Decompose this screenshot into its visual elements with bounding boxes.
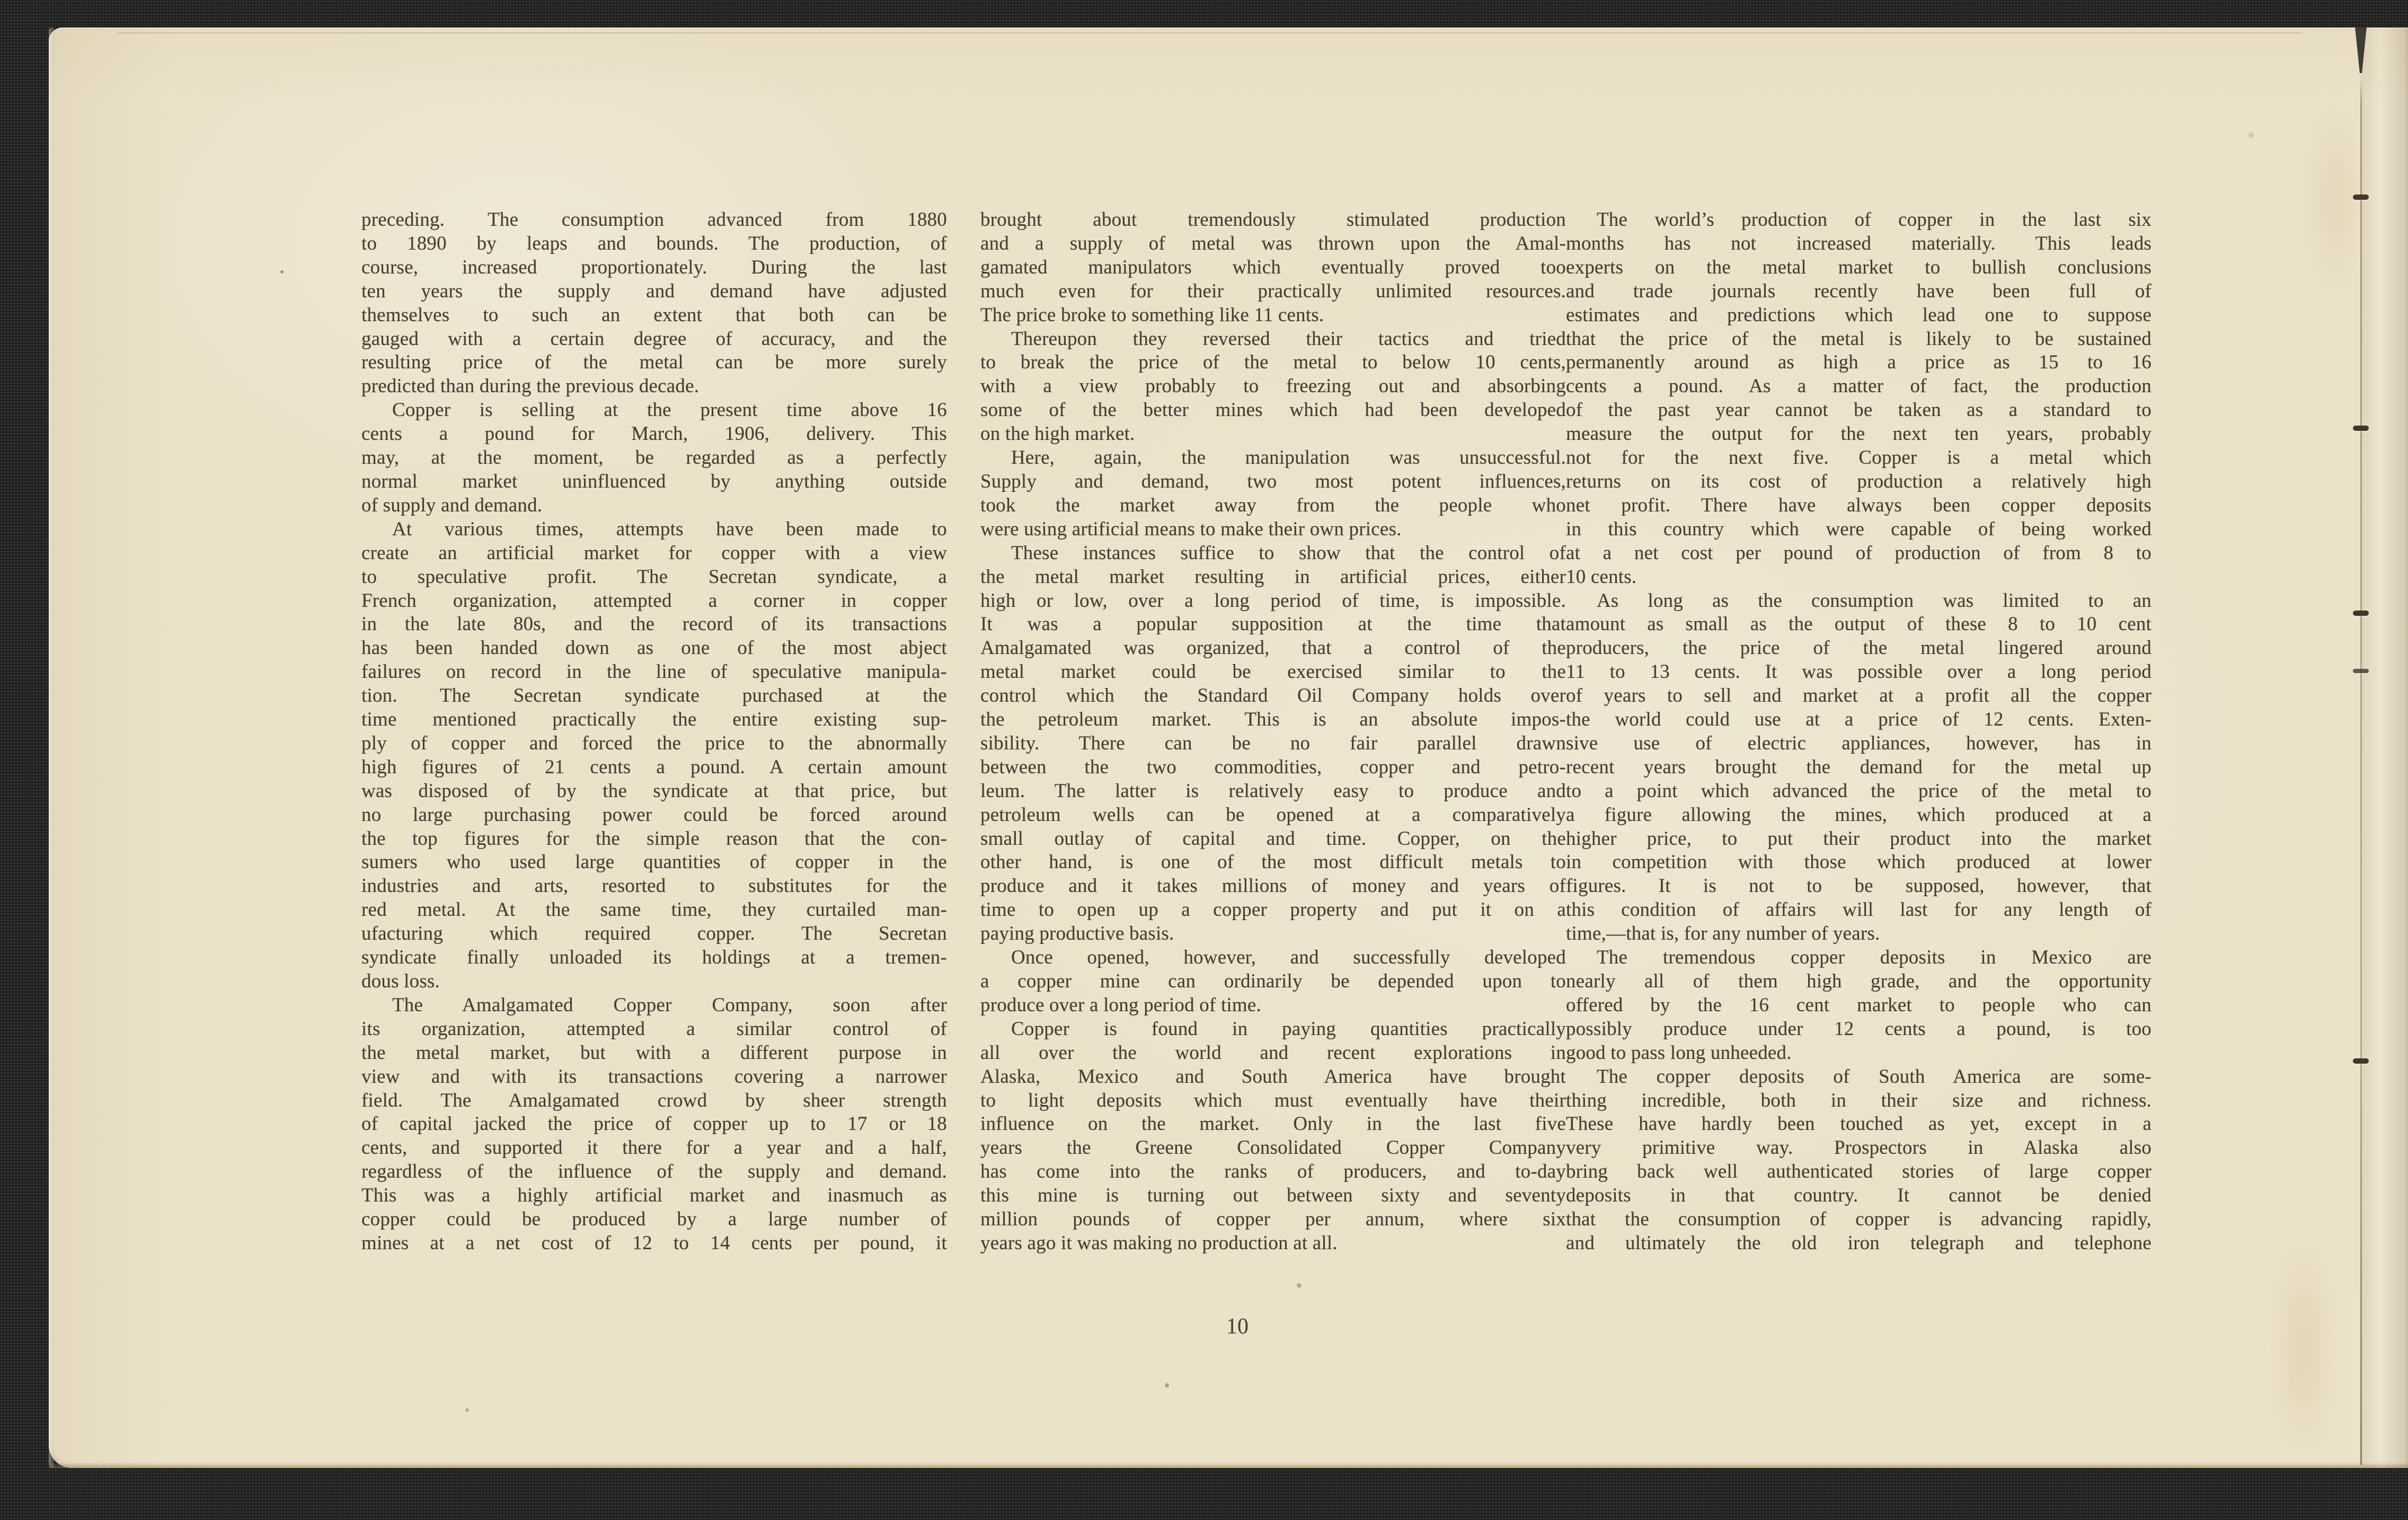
text-line: petroleum wells can be opened at a comparatively (980, 803, 1566, 826)
text-line: a copper mine can ordinarily be depended upon to (980, 970, 1566, 992)
text-line: between the two commodities, copper and petro- (980, 756, 1566, 778)
text-line: experts on the metal market to bullish conclusions (1566, 256, 2152, 278)
text-line: good to pass long unheeded. (1566, 1041, 1792, 1064)
text-line: The Amalgamated Copper Company, soon after (392, 994, 947, 1016)
text-line: has come into the ranks of producers, and to-day (980, 1161, 1566, 1183)
text-line: in this country which were capable of being worked (1566, 518, 2152, 540)
text-line: of years to sell and market at a profit all the copper (1566, 685, 2152, 707)
text-line: failures on record in the line of speculative manipula- (361, 661, 947, 683)
text-line: net profit. There have always been copper deposits (1566, 494, 2152, 516)
text-line: produce over a long period of time. (980, 994, 1261, 1016)
text-line: took the market away from the people who (980, 494, 1566, 516)
text-line: view and with its transactions covering a narrower (361, 1065, 947, 1088)
text-line: and ultimately the old iron telegraph and telephone (1566, 1232, 2152, 1254)
text-line: the world could use at a price of 12 cents. Exten- (1566, 709, 2152, 731)
text-line: ten years the supply and demand have adjusted (361, 280, 947, 302)
text-line: of capital jacked the price of copper up to 17 or 18 (361, 1113, 947, 1135)
text-line: paying productive basis. (980, 923, 1174, 945)
text-column-2 (980, 208, 1566, 1256)
text-line: this mine is turning out between sixty and seventy (980, 1185, 1566, 1207)
text-line: brought about tremendously stimulated production (980, 209, 1566, 231)
paper-speck (465, 1408, 469, 1412)
text-line: influence on the market. Only in the last five (980, 1113, 1566, 1135)
text-line: Once opened, however, and successfully developed (1011, 947, 1566, 969)
text-line: million pounds of copper per annum, where six (980, 1208, 1566, 1231)
text-line: regardless of the influence of the supply and demand. (361, 1161, 947, 1183)
text-line: on the high market. (980, 423, 1135, 445)
text-line: very primitive way. Prospectors in Alaska also (1566, 1137, 2152, 1159)
text-line: no large purchasing power could be forced around (361, 803, 947, 826)
text-line: ufacturing which required copper. The Secretan (361, 923, 947, 945)
text-line: thing incredible, both in their size and richness. (1566, 1089, 2152, 1111)
binding-stitch (2353, 669, 2369, 673)
page-edge-bottom (49, 1463, 2408, 1468)
text-line: 10 cents. (1566, 565, 1637, 588)
text-line: offered by the 16 cent market to people who can (1566, 994, 2152, 1016)
text-line: time,—that is, for any number of years. (1566, 923, 1880, 945)
binding-stitch (2353, 611, 2369, 616)
text-line: and trade journals recently have been full of (1566, 280, 2152, 302)
text-line: predicted than during the previous decade. (361, 375, 700, 397)
text-line: 11 to 13 cents. It was possible over a long period (1566, 661, 2152, 683)
text-line: small outlay of capital and time. Copper, on the (980, 827, 1566, 850)
text-line: sive use of electric appliances, however, has in (1566, 732, 2152, 754)
text-line: high figures of 21 cents a pound. A certain amount (361, 756, 947, 778)
text-line: mines at a net cost of 12 to 14 cents per pound, it (361, 1232, 947, 1254)
text-line: produce and it takes millions of money and years of (980, 875, 1566, 897)
text-line: Here, again, the manipulation was unsuccessful. (1011, 447, 1566, 469)
text-line: Copper is found in paying quantities practically (1011, 1018, 1566, 1040)
text-line: gamated manipulators which eventually proved too (980, 256, 1566, 278)
text-line: that the consumption of copper is advancing rapidly, (1566, 1208, 2152, 1231)
text-line: sumers who used large quantities of copper in the (361, 851, 947, 873)
text-line: metal market could be exercised similar to the (980, 661, 1566, 683)
text-line: this condition of affairs will last for any length of (1566, 899, 2152, 921)
text-line: months has not increased materially. This leads (1566, 232, 2152, 254)
text-line: Alaska, Mexico and South America have brought (980, 1065, 1566, 1088)
text-line: dous loss. (361, 970, 440, 992)
page-edge-top (118, 32, 2302, 33)
text-line: at a net cost per pound of production of from 8 to (1566, 542, 2152, 564)
text-line: Copper is selling at the present time above 16 (392, 399, 947, 421)
page-edge-left (49, 28, 54, 1468)
text-line: copper could be produced by a large number of (361, 1208, 947, 1231)
text-line: that the price of the metal is likely to be sustained (1566, 328, 2152, 350)
paper-speck (2248, 132, 2254, 138)
paper-speck (280, 270, 284, 273)
text-line: producers, the price of the metal lingered around (1566, 637, 2152, 659)
text-line: red metal. At the same time, they curtailed man- (361, 899, 947, 921)
text-line: sibility. There can be no fair parallel drawn (980, 732, 1566, 754)
text-line: preceding. The consumption advanced from 1880 (361, 209, 947, 231)
text-column-1 (361, 208, 947, 1256)
text-line: and a supply of metal was thrown upon the Amal- (980, 232, 1566, 254)
text-line: estimates and predictions which lead one to suppose (1566, 304, 2152, 326)
text-line: the metal market, but with a different purpose in (361, 1041, 947, 1064)
text-line: possibly produce under 12 cents a pound, is too (1566, 1018, 2152, 1040)
binding-stitch (2353, 195, 2369, 200)
text-line: cents, and supported it there for a year and a half, (361, 1137, 947, 1159)
text-line: ply of copper and forced the price to the abnormally (361, 732, 947, 754)
text-line: normal market uninfluenced by anything outside (361, 470, 947, 492)
text-line: time to open up a copper property and put it on a (980, 899, 1566, 921)
text-line: much even for their practically unlimited resources. (980, 280, 1566, 302)
text-line: syndicate finally unloaded its holdings at a tremen- (361, 947, 947, 969)
text-line: industries and arts, resorted to substitutes for the (361, 875, 947, 897)
paper-speck (1165, 1383, 1169, 1388)
text-line: to break the price of the metal to below 10 cents, (980, 351, 1566, 374)
text-line: of the past year cannot be taken as a standard to (1566, 399, 2152, 421)
text-line: recent years brought the demand for the metal up (1566, 756, 2152, 778)
text-line: cents a pound. As a matter of fact, the production (1566, 375, 2152, 397)
text-line: Amalgamated was organized, that a control of the (980, 637, 1566, 659)
text-line: were using artificial means to make their own prices. (980, 518, 1402, 540)
text-line: control which the Standard Oil Company holds over (980, 685, 1566, 707)
text-line: measure the output for the next ten years, probably (1566, 423, 2152, 445)
text-line: The price broke to something like 11 cents. (980, 304, 1324, 326)
text-line: years the Greene Consolidated Copper Company (980, 1137, 1566, 1159)
gutter-shadow (2362, 28, 2408, 1468)
text-line: themselves to such an extent that both can be (361, 304, 947, 326)
text-column-3 (1566, 208, 2152, 1256)
text-line: to light deposits which must eventually have their (980, 1089, 1566, 1111)
text-line: The copper deposits of South America are some- (1597, 1065, 2152, 1088)
text-line: to a point which advanced the price of the metal to (1566, 780, 2152, 802)
text-line: years ago it was making no production at all. (980, 1232, 1338, 1254)
text-line: with a view probably to freezing out and absorbing (980, 375, 1566, 397)
text-line: of supply and demand. (361, 494, 543, 516)
text-line: to 1890 by leaps and bounds. The production, of (361, 232, 947, 254)
page-number: 10 (1226, 1314, 1249, 1339)
text-line: in the late 80s, and the record of its transactions (361, 613, 947, 635)
text-line: has been handed down as one of the most abject (361, 637, 947, 659)
text-line: This was a highly artificial market and inasmuch as (361, 1185, 947, 1207)
text-line: As long as the consumption was limited to an (1597, 589, 2152, 612)
text-line: Supply and demand, two most potent influences, (980, 470, 1566, 492)
text-line: resulting price of the metal can be more surely (361, 351, 947, 374)
text-line: may, at the moment, be regarded as a perfectly (361, 447, 947, 469)
binding-stitch (2353, 1058, 2369, 1064)
text-line: course, increased proportionately. During the last (361, 256, 947, 278)
book-page (49, 28, 2408, 1468)
text-line: These have hardly been touched as yet, except in a (1566, 1113, 2152, 1135)
text-line: The world’s production of copper in the last six (1597, 209, 2152, 231)
text-line: These instances suffice to show that the control of (1011, 542, 1566, 564)
text-line: create an artificial market for copper with a view (361, 542, 947, 564)
text-line: higher price, to put their product into the market (1566, 827, 2152, 850)
text-line: other hand, is one of the most difficult metals to (980, 851, 1566, 873)
text-line: the metal market resulting in artificial prices, either (980, 565, 1566, 588)
text-line: It was a popular supposition at the time that (980, 613, 1566, 635)
text-line: The tremendous copper deposits in Mexico are (1597, 947, 2152, 969)
text-line: returns on its cost of production a relatively high (1566, 470, 2152, 492)
text-line: figures. It is not to be supposed, however, that (1566, 875, 2152, 897)
text-line: tion. The Secretan syndicate purchased at the (361, 685, 947, 707)
text-line: to speculative profit. The Secretan syndicate, a (361, 565, 947, 588)
text-line: was disposed of by the syndicate at that price, but (361, 780, 947, 802)
text-line: Thereupon they reversed their tactics and tried (1011, 328, 1566, 350)
text-line: the petroleum market. This is an absolute impos- (980, 709, 1566, 731)
text-line: its organization, attempted a similar control of (361, 1018, 947, 1040)
paper-stain (2264, 1167, 2343, 1469)
text-line: permanently around as high a price as 15 to 16 (1566, 351, 2152, 374)
text-line: amount as small as the output of these 8 to 10 cent (1566, 613, 2152, 635)
text-line: field. The Amalgamated crowd by sheer strength (361, 1089, 947, 1111)
text-line: time mentioned practically the entire existing sup- (361, 709, 947, 731)
text-line: leum. The latter is relatively easy to produce and (980, 780, 1566, 802)
text-line: At various times, attempts have been made to (392, 518, 947, 540)
text-line: cents a pound for March, 1906, delivery. This (361, 423, 947, 445)
text-line: nearly all of them high grade, and the opportunity (1566, 970, 2152, 992)
text-line: deposits in that country. It cannot be denied (1566, 1185, 2152, 1207)
text-line: in competition with those which produced at lower (1566, 851, 2152, 873)
paper-speck (1297, 1283, 1302, 1288)
binding-crease (2360, 73, 2362, 1465)
text-line: gauged with a certain degree of accuracy, and the (361, 328, 947, 350)
text-line: not for the next five. Copper is a metal which (1566, 447, 2152, 469)
text-line: bring back well authenticated stories of large copper (1566, 1161, 2152, 1183)
text-line: a figure allowing the mines, which produced at a (1566, 803, 2152, 826)
text-line: French organization, attempted a corner in copper (361, 589, 947, 612)
binding-stitch (2353, 426, 2369, 431)
text-line: all over the world and recent explorations in (980, 1041, 1566, 1064)
text-line: some of the better mines which had been developed (980, 399, 1566, 421)
text-line: the top figures for the simple reason that the con- (361, 827, 947, 850)
text-line: high or low, over a long period of time, is impossible. (980, 589, 1566, 612)
